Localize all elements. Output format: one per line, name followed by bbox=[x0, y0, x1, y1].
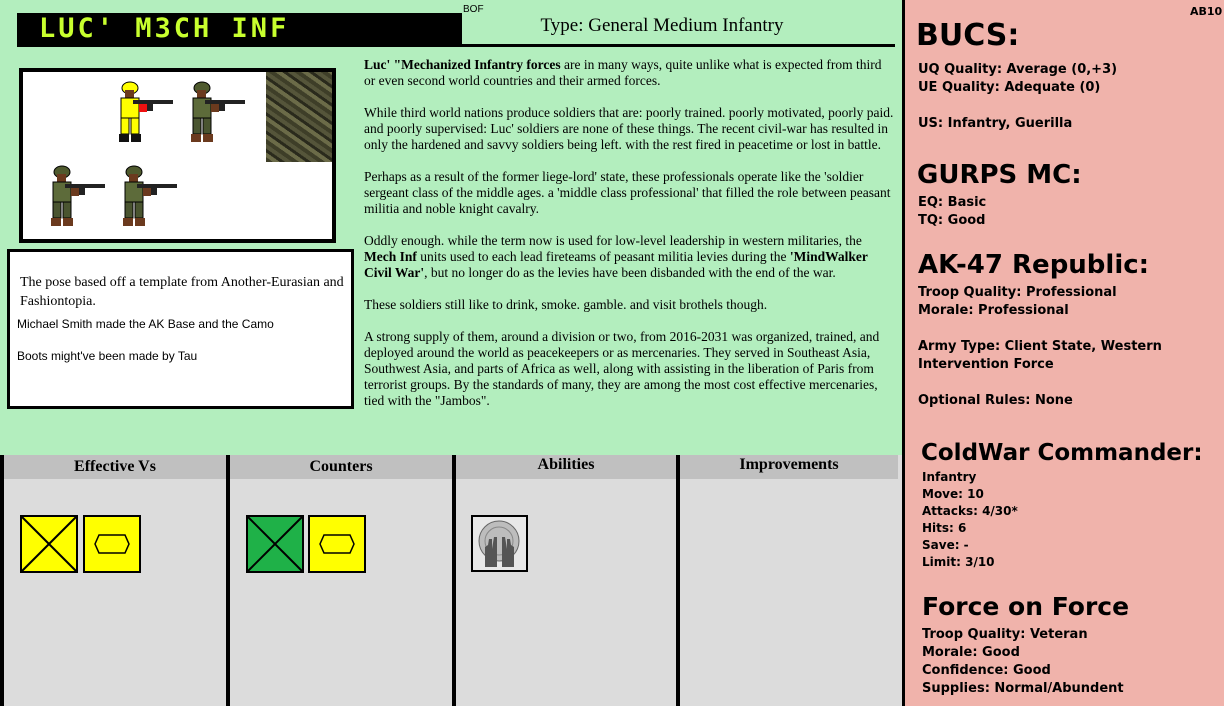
bucs-ue: UE Quality: Adequate (0) bbox=[918, 80, 1101, 95]
counters-header: Counters bbox=[230, 455, 452, 479]
desc-text: units used to each lead fireteams of peasant militia levies during the bbox=[416, 249, 790, 264]
cwc-save: Save: - bbox=[922, 538, 969, 552]
desc-paragraph: A strong supply of them, around a division or two, from 2016-2031 was organized, trained, and deployed around the world as peacekeepers or as mercenaries. They served in Southeast Asia, Southwest Asia, and parts of Africa as well, along with assisting in the liberation of Paris from terrorist groups. By the standards of many, they are among the most cost effective mercenaries, tied with the "Jambos". bbox=[364, 329, 880, 408]
column-divider bbox=[226, 455, 230, 706]
desc-paragraph: Perhaps as a result of the former liege-lord' state, these professionals operate like the 'soldier sergeant class of the middle ages. a 'middle class professional' that filled the role between peasant militia and noble knight cavalry. bbox=[364, 169, 891, 216]
corner-code: AB10 bbox=[1190, 5, 1223, 18]
fof-confidence: Confidence: Good bbox=[922, 663, 1051, 678]
desc-bold: Mech Inf bbox=[364, 249, 417, 264]
improvements-header: Improvements bbox=[680, 455, 898, 479]
credit-ak-base: Michael Smith made the AK Base and the Camo bbox=[17, 317, 274, 331]
desc-paragraph: While third world nations produce soldiers that are: poorly trained. poorly motivated, poorly paid. and poorly supervised: Luc' soldiers are none of these things. The recent civil-war has resulted in only the hardened and savvy soldiers being left. with the rest fired in peacetime or lost in battle. bbox=[364, 105, 894, 152]
tracked-vehicle-counter-icon bbox=[83, 515, 141, 573]
unit-title: LUC' M3CH INF bbox=[39, 13, 290, 44]
abilities-header: Abilities bbox=[456, 455, 676, 479]
gurps-tq: TQ: Good bbox=[918, 213, 986, 228]
unit-description bbox=[364, 57, 894, 425]
tracked-vehicle-counter-icon bbox=[308, 515, 366, 573]
cwc-type: Infantry bbox=[922, 470, 977, 484]
cwc-move: Move: 10 bbox=[922, 487, 984, 501]
abilities-column bbox=[456, 455, 676, 706]
column-divider bbox=[0, 455, 4, 706]
unit-type: Type: General Medium Infantry bbox=[540, 15, 784, 36]
ak47-optional-rules: Optional Rules: None bbox=[918, 393, 1073, 408]
desc-paragraph: These soldiers still like to drink, smoke. gamble. and visit brothels though. bbox=[364, 297, 768, 312]
bottom-panel bbox=[0, 455, 902, 706]
soldier-sprite bbox=[175, 78, 255, 150]
stats-panel bbox=[905, 0, 1224, 706]
ak47-army-type: Army Type: Client State, Western bbox=[918, 339, 1162, 354]
bucs-uq: UQ Quality: Average (0,+3) bbox=[918, 62, 1118, 77]
desc-bold: 'MindWalker Civil War' bbox=[364, 249, 868, 280]
title-divider bbox=[17, 44, 895, 47]
desc-text: Oddly enough. while the term now is used for low-level leadership in western militaries, the bbox=[364, 233, 862, 248]
column-divider bbox=[676, 455, 680, 706]
fof-supplies: Supplies: Normal/Abundent bbox=[922, 681, 1124, 696]
camo-swatch bbox=[266, 72, 332, 162]
soldier-sprite bbox=[107, 162, 187, 234]
infantry-counter-icon bbox=[246, 515, 304, 573]
credits-box bbox=[7, 249, 354, 409]
fof-troop-quality: Troop Quality: Veteran bbox=[922, 627, 1088, 642]
counters-column bbox=[230, 455, 452, 706]
cwc-limit: Limit: 3/10 bbox=[922, 555, 995, 569]
column-divider bbox=[452, 455, 456, 706]
bucs-title: BUCS: bbox=[916, 18, 1020, 53]
cwc-attacks: Attacks: 4/30* bbox=[922, 504, 1018, 518]
unit-artwork bbox=[19, 68, 336, 243]
credit-boots: Boots might've been made by Tau bbox=[17, 349, 198, 363]
desc-paragraph bbox=[364, 57, 894, 89]
gurps-eq: EQ: Basic bbox=[918, 195, 987, 210]
ak47-title: AK-47 Republic: bbox=[918, 250, 1150, 280]
gurps-title: GURPS MC: bbox=[917, 160, 1082, 190]
credit-pose: The pose based off a template from Another-Eurasian and Fashiontopia. bbox=[20, 275, 344, 309]
infantry-counter-icon bbox=[20, 515, 78, 573]
effective-vs-header: Effective Vs bbox=[4, 455, 226, 479]
desc-lead: Luc' "Mechanized Infantry forces bbox=[364, 57, 561, 72]
soldier-sprite bbox=[35, 162, 115, 234]
desc-text: are in many ways, quite unlike what is expected from third or even second world countries and their armed forces. bbox=[364, 57, 882, 88]
top-code: BOF bbox=[463, 4, 484, 15]
main-panel bbox=[0, 0, 902, 455]
effective-vs-column bbox=[4, 455, 226, 706]
ak47-morale: Morale: Professional bbox=[918, 303, 1069, 318]
fof-morale: Morale: Good bbox=[922, 645, 1020, 660]
improvements-column bbox=[680, 455, 898, 706]
ak47-army-type-cont: Intervention Force bbox=[918, 357, 1054, 372]
ability-hands-icon bbox=[471, 515, 528, 572]
bucs-us: US: Infantry, Guerilla bbox=[918, 116, 1073, 131]
soldier-sprite bbox=[103, 78, 183, 150]
fof-title: Force on Force bbox=[922, 592, 1130, 621]
title-bar bbox=[17, 13, 462, 45]
cwc-hits: Hits: 6 bbox=[922, 521, 967, 535]
desc-text: , but no longer do as the levies have been disbanded with the end of the war. bbox=[424, 265, 836, 280]
cwc-title: ColdWar Commander: bbox=[921, 440, 1203, 466]
ak47-troop-quality: Troop Quality: Professional bbox=[918, 285, 1117, 300]
desc-paragraph bbox=[364, 233, 894, 281]
